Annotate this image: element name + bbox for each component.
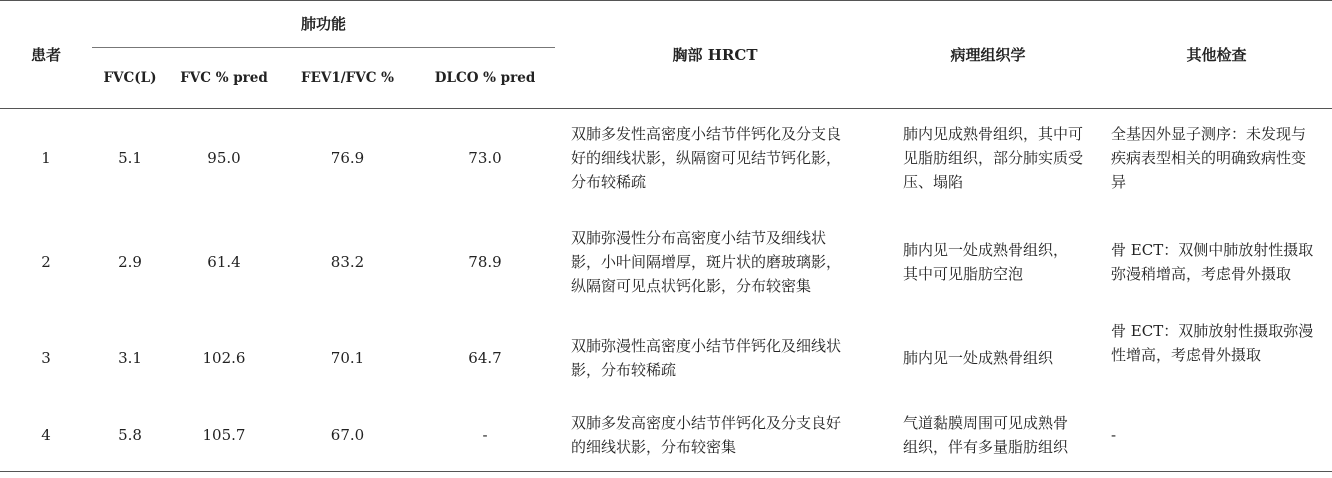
cell-fev1-fvc: 76.9 [330,149,365,167]
table-row [0,317,1332,399]
cell-fev1-fvc: 83.2 [330,253,365,271]
cell-fvc: 5.8 [92,399,168,472]
cell-patient: 3 [41,349,51,367]
cell-histopathology: 肺内见一处成熟骨组织，其中可见脂肪空泡 [903,241,1069,283]
cell-hrct: 双肺弥漫性高密度小结节伴钙化及细线状影，分布较稀疏 [571,337,842,379]
cell-fvc: 3.1 [118,349,142,367]
cell-fev1-fvc: 70.1 [330,349,365,367]
cell-fvc-pred: 102.6 [202,349,246,367]
header-other-exams: 其他检查 [1101,1,1332,109]
cell-hrct: 双肺多发高密度小结节伴钙化及分支良好的细线状影，分布较密集 [555,399,875,472]
header-fvc-pred: FVC % pred [168,48,280,109]
cell-dlco-pred: 73.0 [468,149,502,167]
cell-patient: 2 [41,253,51,271]
cell-fvc: 2.9 [118,253,142,271]
cell-histopathology: 肺内见成熟骨组织，其中可见脂肪组织，部分肺实质受压、塌陷 [903,125,1084,191]
table-body [0,109,1332,472]
cell-dlco-pred: 78.9 [468,253,502,271]
cell-fev1-fvc: 67.0 [280,399,415,472]
cell-histopathology: 肺内见一处成熟骨组织 [903,349,1054,367]
header-dlco-pred: DLCO % pred [415,48,555,109]
cell-dlco-pred: 64.7 [468,349,502,367]
table-row [0,109,1332,208]
cell-patient: 4 [0,399,92,472]
cell-fvc: 5.1 [118,149,142,167]
table-header [0,1,1332,109]
cell-fvc-pred: 95.0 [207,149,241,167]
cell-dlco-pred: - [415,399,555,472]
header-histopathology: 病理组织学 [875,1,1101,109]
header-lung-function-label: 肺功能 [301,14,347,33]
cell-fvc-pred: 105.7 [168,399,280,472]
cell-patient: 1 [41,149,51,167]
cell-hrct: 双肺弥漫性分布高密度小结节及细线状影，小叶间隔增厚，斑片状的磨玻璃影，纵隔窗可见点状钙化影，分布较密集 [571,229,842,295]
cell-other: 骨 ECT：双肺放射性摄取弥漫性增高，考虑骨外摄取 [1111,322,1314,364]
cell-fvc-pred: 61.4 [207,253,241,271]
header-fvc: FVC(L) [92,48,168,109]
table-row [0,207,1332,317]
table-row [0,399,1332,472]
header-lung-function-group [92,1,555,48]
header-chest-hrct: 胸部 HRCT [555,1,875,109]
cell-hrct: 双肺多发性高密度小结节伴钙化及分支良好的细线状影，纵隔窗可见结节钙化影，分布较稀疏 [571,125,842,191]
cell-other: 骨 ECT：双侧中肺放射性摄取弥漫稍增高，考虑骨外摄取 [1111,241,1314,283]
header-patient: 患者 [0,1,92,109]
cell-histopathology: 气道黏膜周围可见成熟骨组织，伴有多量脂肪组织 [875,399,1101,472]
header-fev1-fvc: FEV1/FVC % [280,48,415,109]
cell-other: 全基因外显子测序：未发现与疾病表型相关的明确致病性变异 [1111,125,1307,191]
cell-other: - [1101,399,1332,472]
